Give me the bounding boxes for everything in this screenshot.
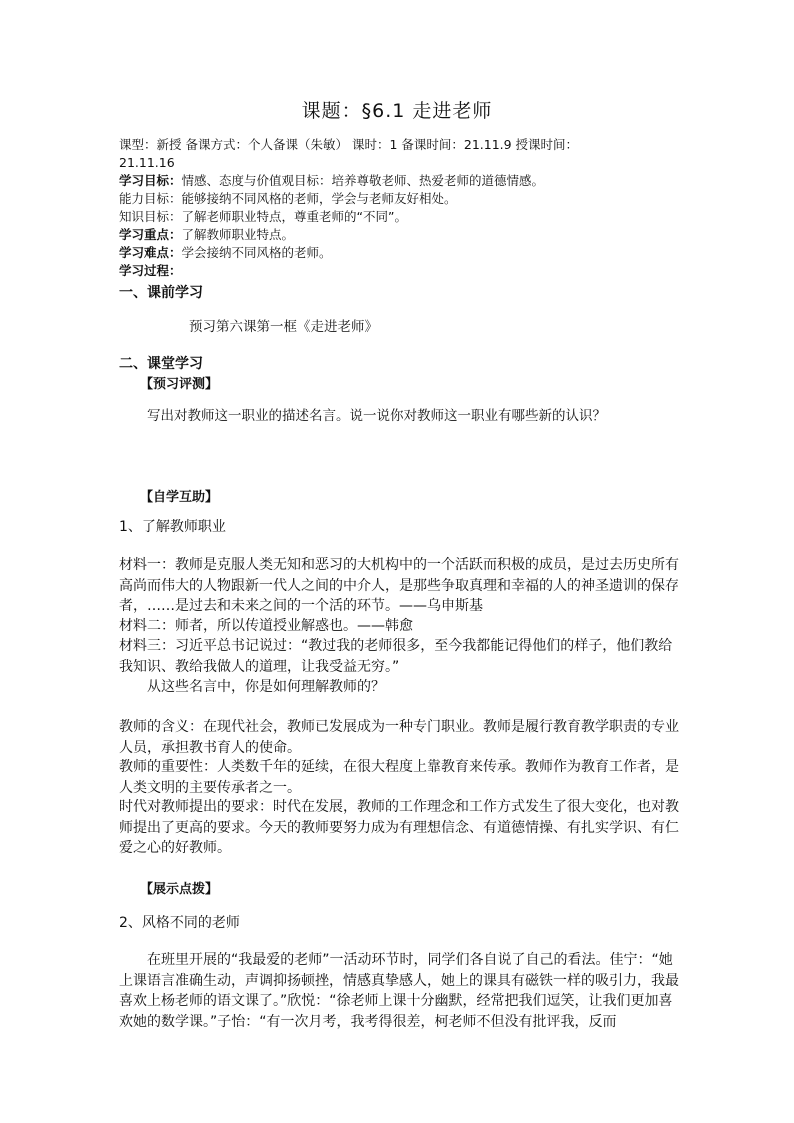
story-text: 在班里开展的“我最爱的老师”一活动环节时，同学们各自说了自己的看法。佳宁：“她上课语言准确生动，声调抑扬顿挫，情感真挚感人，她上的课具有磁铁一样的吸引力，我最喜欢上杨老师的语文课了。”欣悦：“徐老师上课十分幽默，经常把我们逗笑，让我们更加喜欢她的数学课。”子怡：“有一次月考，我考得很差，柯老师不但没有批评我，反而	[119, 952, 679, 1030]
learning-objective	[119, 172, 679, 190]
item2-heading: 2、风格不同的老师	[119, 915, 240, 931]
ability-label: 能力目标：	[119, 191, 182, 206]
objective-label: 学习目标：	[119, 173, 182, 188]
difficulty-text: 学会接纳不同风格的老师。	[181, 245, 332, 260]
knowledge-objective	[119, 208, 679, 226]
preview-label: 【预习评测】	[140, 377, 219, 392]
key-text: 了解教师职业特点。	[181, 227, 295, 242]
ability-text: 能够接纳不同风格的老师，学会与老师友好相处。	[181, 191, 457, 206]
knowledge-text: 了解老师职业特点，尊重老师的“不同”。	[181, 209, 407, 224]
answer-importance: 教师的重要性：人类数千年的延续，在很大程度上靠教育来传承。教师作为教育工作者，是人类文明的主要传承者之一。	[119, 759, 679, 796]
material-two: 材料二：师者，所以传道授业解惑也。——韩愈	[119, 618, 413, 634]
objective-text: 情感、态度与价值观目标：培养尊敬老师、热爱老师的道德情感。	[181, 173, 545, 188]
meta-line-2: 21.11.16	[119, 155, 175, 170]
difficulty-label: 学习难点：	[119, 245, 182, 260]
question-text: 从这些名言中，你是如何理解教师的？	[147, 679, 385, 695]
selfstudy-label: 【自学互助】	[140, 490, 219, 505]
section2-heading: 二、课堂学习	[119, 356, 203, 372]
material-one: 材料一：教师是克服人类无知和恶习的大机构中的一个活跃而积极的成员，是过去历史所有高尚而伟大的人物跟新一代人之间的中介人，是那些争取真理和幸福的人的神圣遗训的保存者，……是过去和未来之间的一个活的环节。——乌申斯基	[119, 557, 679, 614]
learning-difficulty	[119, 244, 679, 262]
learning-key-point	[119, 226, 679, 244]
preview-question: 写出对教师这一职业的描述名言。说一说你对教师这一职业有哪些新的认识？	[147, 408, 606, 424]
key-label: 学习重点：	[119, 227, 182, 242]
ability-objective	[119, 190, 679, 208]
answer-requirements: 时代对教师提出的要求：时代在发展，教师的工作理念和工作方式发生了很大变化，也对教师提出了更高的要求。今天的教师要努力成为有理想信念、有道德情操、有扎实学识、有仁爱之心的好教师。	[119, 799, 679, 856]
knowledge-label: 知识目标：	[119, 209, 182, 224]
section1-text: 预习第六课第一框《走进老师》	[189, 319, 378, 335]
lesson-meta	[119, 136, 679, 280]
process-label: 学习过程：	[119, 263, 182, 278]
answer-meaning: 教师的含义：在现代社会，教师已发展成为一种专门职业。教师是履行教育教学职责的专业人员，承担教书育人的使命。	[119, 719, 679, 756]
meta-line-1: 课型：新授 备课方式：个人备课（朱敏） 课时：1 备课时间：21.11.9 授课时间：	[119, 137, 579, 152]
material-three: 材料三：习近平总书记说过：“教过我的老师很多，至今我都能记得他们的样子，他们教给我知识、教给我做人的道理，让我受益无穷。”	[119, 638, 673, 675]
display-label: 【展示点拨】	[140, 882, 219, 897]
section1-heading: 一、课前学习	[119, 285, 203, 301]
item1-heading: 1、了解教师职业	[119, 519, 226, 535]
page-title: 课题：§6.1 走进老师	[301, 100, 493, 122]
